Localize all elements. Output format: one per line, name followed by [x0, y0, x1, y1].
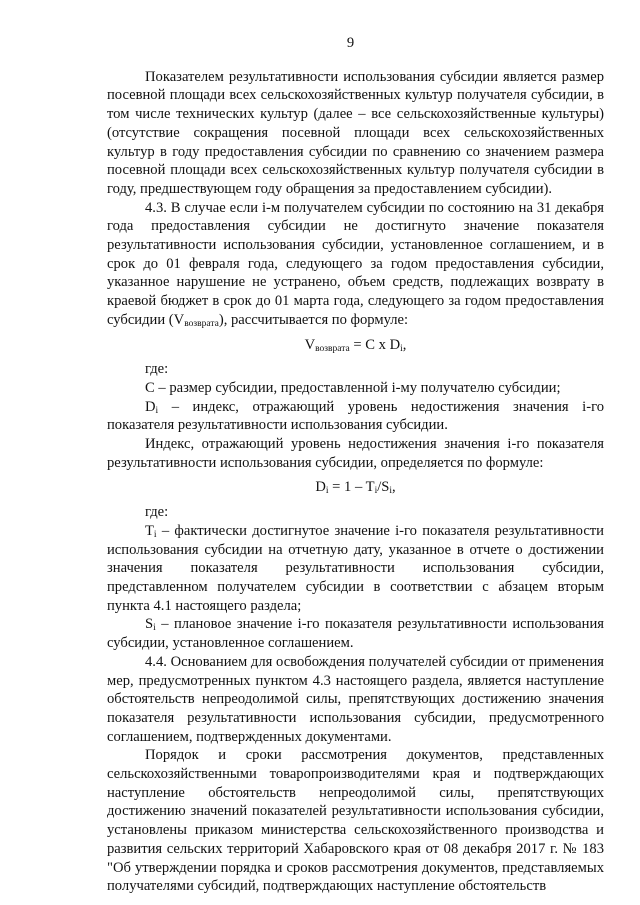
paragraph-4-3-tail: ), рассчитывается по формуле: [218, 311, 409, 328]
v-return-subscript: возврата [184, 318, 219, 329]
paragraph-index-intro: Индекс, отражающий уровень недостижения значения i-го показателя результативности использования субсидии, определяется по формуле: [107, 436, 604, 471]
paragraph-4-4: 4.4. Основанием для освобождения получателей субсидии от применения мер, предусмотренных пунктом 4.3 настоящего раздела, является наступление обстоятельств непреодолимой силы, препятствующих достижению значения показателя результативности использования субсидии, предусмотренного соглашением, подтвержденных документами. [107, 653, 604, 745]
definition-s: $S_i$ – плановое значение i-го показателя результативности использования субсидии, установленное соглашением. [107, 616, 604, 652]
formula-v-return: $V_{возврата} = C$ x $D_i$, [304, 336, 407, 354]
paragraph-4-3-text: 4.3. В случае если i-м получателем субсидии по состоянию на 31 декабря года предоставления субсидии не достигнуто значение показателя результативности использования субсидии, установленное соглашением, и в срок до 01 февраля года, следующего за годом предоставления субсидии, указанное нарушение не устранено, объем средств, подлежащих возврату в краевой бюджет в срок до 01 марта года, следующего за годом предоставления субсидии (V [107, 199, 604, 328]
page-number: 9 [346, 35, 355, 51]
formula-d: $D_i = 1 - T_i/S_i$, [315, 479, 396, 497]
definition-c: C – размер субсидии, предоставленной i-му получателю субсидии; [145, 379, 561, 396]
definition-t: $T_i$ – фактически достигнутое значение i-го показателя результативности использования субсидии на отчетную дату, указанное в отчете о достижении значения показателя результативности использования субсидии, представленном получателем субсидии в соответствии с абзацем вторым пункта 4.1 настоящего раздела; [107, 522, 604, 614]
where-label-1: где: [145, 361, 169, 378]
paragraph-performance-indicator: Показателем результативности использования субсидии является размер посевной площади всех сельскохозяйственных культур получателя субсидии, в том числе технических культур (далее – все сельскохозяйственные культуры) (отсутствие сокращения посевной площади всех сельскохозяйственных культур в году предоставления субсидии по сравнению со значением размера посевной площади всех сельскохозяйственных культур получателя субсидии в году, предшествующем году обращения за предоставлением субсидии). [107, 68, 604, 197]
paragraph-procedure: Порядок и сроки рассмотрения документов, представленных сельскохозяйственными товаропроизводителями края и подтверждающих наступление обстоятельств непреодолимой силы, препятствующих достижению значений показателей результативности использования субсидии, установлены приказом министерства сельскохозяйственного производства и развития сельских территорий Хабаровского края от 08 декабря 2017 г. № 183 "Об утверждении порядка и сроков рассмотрения документов, представляемых получателями субсидий, подтверждающих наступление обстоятельств [107, 747, 604, 895]
paragraph-4-3 [107, 199, 604, 330]
definition-d: $D_i$ – индекс, отражающий уровень недостижения значения i-го показателя результативности использования субсидии. [107, 398, 604, 434]
where-label-2: где: [145, 504, 169, 521]
